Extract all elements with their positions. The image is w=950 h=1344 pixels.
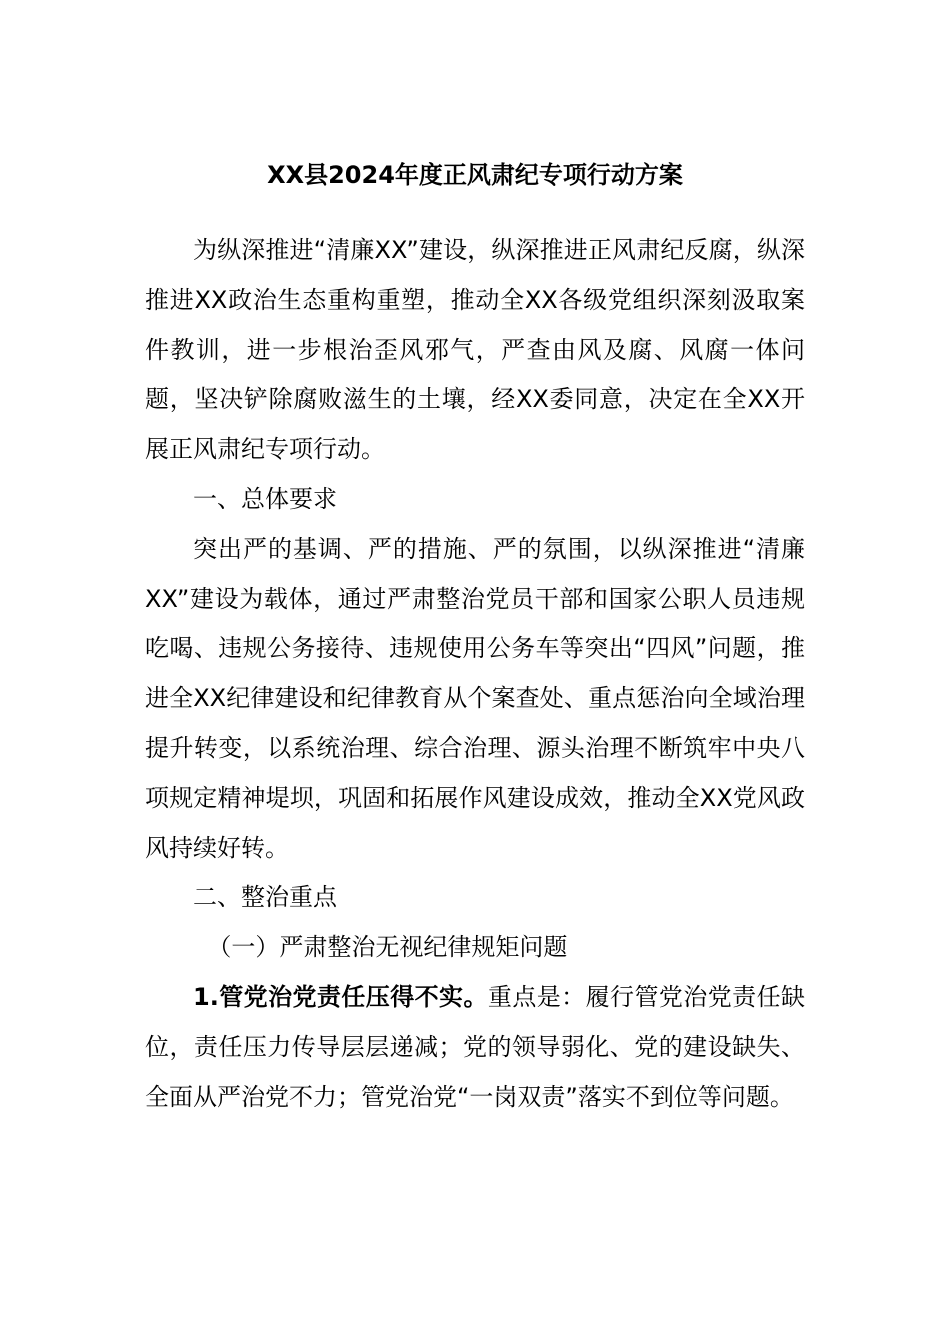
document-body	[145, 226, 805, 1122]
section-heading-rectification-focus: 二、整治重点	[193, 883, 337, 912]
section-heading-overall-requirements: 一、总体要求	[193, 484, 337, 513]
item-1-paragraph	[145, 973, 805, 1122]
intro-paragraph: 为纵深推进“清廉XX”建设，纵深推进正风肃纪反腐，纵深推进XX政治生态重构重塑，推动全XX各级党组织深刻汲取案件教训，进一步根治歪风邪气，严查由风及腐、风腐一体问题，坚决铲除腐败滋生的土壤，经XX委同意，决定在全XX开展正风肃纪专项行动。	[145, 236, 805, 464]
subsection-heading-discipline: （一）严肃整治无视纪律规矩问题	[207, 933, 568, 962]
item-1-lead: 1.管党治党责任压得不实。	[193, 982, 488, 1011]
overall-requirements-paragraph: 突出严的基调、严的措施、严的氛围，以纵深推进“清廉XX”建设为载体，通过严肃整治党员干部和国家公职人员违规吃喝、违规公务接待、违规使用公务车等突出“四风”问题，推进全XX纪律建设和纪律教育从个案查处、重点惩治向全域治理提升转变，以系统治理、综合治理、源头治理不断筑牢中央八项规定精神堤坝，巩固和拓展作风建设成效，推动全XX党风政风持续好转。	[145, 534, 805, 862]
document-title: XX县2024年度正风肃纪专项行动方案	[267, 161, 683, 189]
item-1-body: 重点是：履行管党治党责任缺位，责任压力传导层层递减；党的领导弱化、党的建设缺失、全面从严治党不力；管党治党“一岗双责”落实不到位等问题。	[145, 982, 805, 1111]
